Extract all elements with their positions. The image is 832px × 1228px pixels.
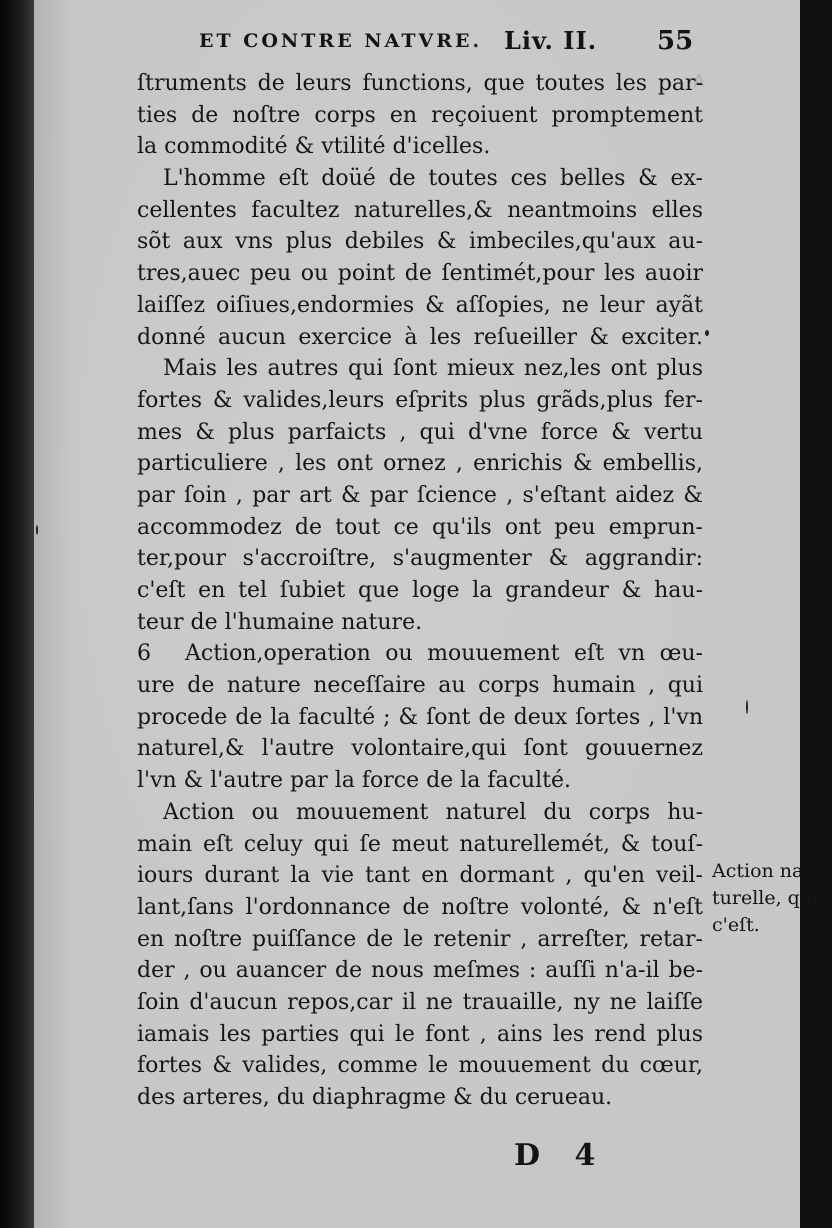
text-line: Mais les autres qui ſont mieux nez,les ont plus xyxy=(163,356,703,382)
text-line: ſtruments de leurs functions, que toutes les par- xyxy=(137,71,703,96)
text-line: fortes & valides,leurs eſprits plus grãds,plus fer- xyxy=(137,387,703,413)
book-spine-shadow xyxy=(0,0,34,1228)
ink-speck xyxy=(746,700,748,714)
ink-speck xyxy=(36,525,38,535)
book-label: Liv. II. xyxy=(504,26,598,55)
page-number: 55 xyxy=(657,26,694,56)
text-line: accommodez de tout ce qu'ils ont peu emprun- xyxy=(137,514,703,540)
text-line: Action ou mouuement naturel du corps hu- xyxy=(163,799,703,825)
page-header xyxy=(199,26,699,66)
text-line: mes & plus parfaicts , qui d'vne force & vertu xyxy=(137,419,703,445)
section-number: 6 xyxy=(137,641,151,667)
text-line: ſoin d'aucun repos,car il ne trauaille, ny ne laiſſe xyxy=(137,989,703,1015)
text-line: iamais les parties qui le font , ains les rend plus xyxy=(137,1021,703,1047)
text-line: laiſſez oiſiues,endormies & aſſopies, ne leur ayãt xyxy=(137,292,703,318)
text-line: des arteres, du diaphragme & du cerueau. xyxy=(137,1085,613,1110)
text-line: par ſoin , par art & par ſcience , s'eſtant aidez & xyxy=(137,482,703,508)
ink-speck xyxy=(705,330,709,336)
margin-note-line: turelle, que xyxy=(712,887,824,909)
margin-note-line: Action na- xyxy=(712,860,810,882)
bleed-through-text: Ꭺ xyxy=(694,72,760,92)
text-line: sõt aux vns plus debiles & imbeciles,qu'aux au- xyxy=(137,229,703,255)
numbered-paragraph-line xyxy=(137,638,703,670)
text-line: ties de noſtre corps en reçoiuent promptement xyxy=(137,102,703,128)
text-line: cellentes facultez naturelles,& neantmoins elles xyxy=(137,197,703,223)
text-line: naturel,& l'autre volontaire,qui ſont gouuernez xyxy=(137,736,703,762)
text-line: l'vn & l'autre par la force de la faculté. xyxy=(137,768,571,794)
running-title: ET CONTRE NATVRE. xyxy=(199,30,483,52)
text-line: lant,ſans l'ordonnance de noſtre volonté, & n'eſt xyxy=(137,894,703,920)
margin-note xyxy=(712,858,832,939)
text-line: Action,operation ou mouuement eſt vn œu- xyxy=(185,641,703,667)
text-line: en noſtre puiſſance de le retenir , arreſter, retar- xyxy=(137,926,703,952)
text-line: fortes & valides, comme le mouuement du cœur, xyxy=(137,1053,703,1079)
text-line: procede de la faculté ; & ſont de deux ſortes , l'vn xyxy=(137,704,703,730)
text-line: la commodité & vtilité d'icelles. xyxy=(137,134,491,160)
margin-note-line: c'eſt. xyxy=(712,914,760,936)
text-line: particuliere , les ont ornez , enrichis & embellis, xyxy=(137,451,703,477)
text-line: iours durant la vie tant en dormant , qu'en veil- xyxy=(137,863,703,889)
book-page xyxy=(34,0,824,1228)
text-line: teur de l'humaine nature. xyxy=(137,609,423,635)
text-line: c'eſt en tel ſubiet que loge la grandeur & hau- xyxy=(137,578,703,603)
signature-mark: D 4 xyxy=(514,1138,608,1173)
body-text xyxy=(137,68,703,1114)
text-line: ure de nature neceſſaire au corps humain , qui xyxy=(137,673,703,699)
text-line: ter,pour s'accroiſtre, s'augmenter & aggrandir: xyxy=(137,546,703,572)
text-line: main eſt celuy qui ſe meut naturellemét, & touſ- xyxy=(137,831,703,857)
text-line: donné aucun exercice à les reſueiller & exciter. xyxy=(137,324,703,350)
text-line: tres,auec peu ou point de ſentimét,pour les auoir xyxy=(137,261,703,287)
text-line: der , ou auancer de nous meſmes : auſſi n'a-il be- xyxy=(137,958,703,984)
text-line: L'homme eſt doüé de toutes ces belles & ex- xyxy=(163,166,703,192)
